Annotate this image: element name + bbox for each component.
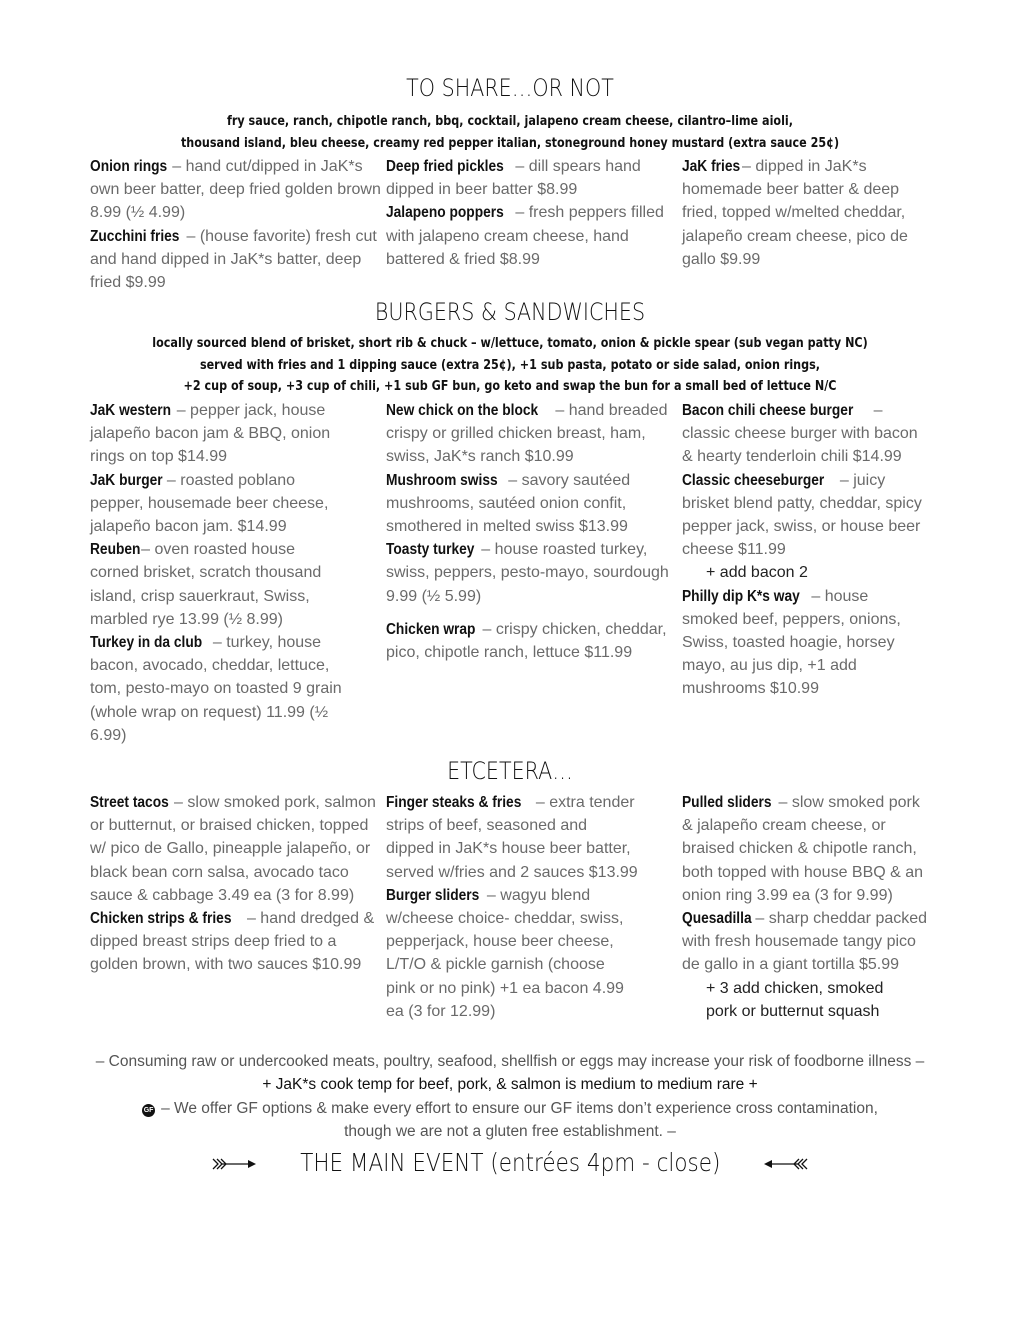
gf-notice-line: – We offer GF options & make every effort to ensure our GF items don’t experience cross contamination, <box>161 1099 878 1117</box>
item-name: Quesadilla <box>682 910 752 928</box>
item-name: Philly dip K*s way <box>682 587 800 605</box>
menu-item <box>90 631 342 747</box>
arrow-right-icon <box>212 1157 258 1171</box>
menu-item <box>682 399 922 469</box>
sauce-line: fry sauce, ranch, chipotle ranch, bbq, cocktail, jalapeno cream cheese, cilantro–lime aioli, <box>226 114 794 129</box>
note-line: +2 cup of soup, +3 cup of chili, +1 sub GF bun, go keto and swap the bun for a small bed of lettuce N/C <box>183 379 837 394</box>
item-name: Toasty turkey <box>386 541 475 559</box>
menu-item <box>682 907 932 1023</box>
menu-item <box>682 155 922 271</box>
sauce-line: thousand island, bleu cheese, creamy red pepper italian, stoneground honey mustard (extra sauce 25¢) <box>180 135 840 151</box>
item-desc: – classic cheese burger with bacon & hearty tenderloin chili $14.99 <box>682 402 918 466</box>
menu-item <box>90 225 386 295</box>
menu-item <box>90 791 382 907</box>
item-name: JaK burger <box>90 471 163 489</box>
item-name: Jalapeno poppers <box>386 204 504 222</box>
menu-item <box>682 469 922 585</box>
item-desc: – wagyu blend w/cheese choice- cheddar, swiss, pepperjack, house beer cheese, L/T/O & pickle garnish (choose pink or no pink) +1 ea bacon 4.99 ea (3 for 12.99) <box>386 886 624 1020</box>
menu-item <box>90 399 342 469</box>
item-desc: – hand dredged & dipped breast strips deep fried to a golden brown, with two sauces $10.99 <box>90 910 375 974</box>
gf-notice <box>0 1097 1020 1120</box>
item-desc: – pepper jack, house jalapeño bacon jam & BBQ, onion rings on top $14.99 <box>90 402 331 466</box>
main-event-heading <box>0 1148 1020 1177</box>
etcetera-col-2 <box>386 791 638 1023</box>
etcetera-col-1 <box>90 791 382 977</box>
item-desc: – hand breaded crispy or grilled chicken breast, ham, swiss, JaK*s ranch $10.99 <box>386 402 668 466</box>
item-name: Deep fried pickles <box>386 158 504 175</box>
item-desc: – turkey, house bacon, avocado, cheddar, lettuce, tom, pesto-mayo on toasted 9 grain (whole wrap on request) 11.99 (½ 6.99) <box>90 634 342 744</box>
item-desc: – fresh peppers filled with jalapeno cream cheese, hand battered & fried $8.99 <box>386 204 664 268</box>
item-name: Pulled sliders <box>682 794 772 811</box>
item-desc: – house roasted turkey, swiss, peppers, pesto-mayo, sourdough 9.99 (½ 5.99) <box>386 541 669 605</box>
item-desc: – hand cut/dipped in JaK*s own beer batter, deep fried golden brown 8.99 (½ 4.99) <box>90 158 381 222</box>
item-desc: – roasted poblano pepper, housemade beer cheese, jalapeño bacon jam. $14.99 <box>90 471 329 536</box>
menu-item <box>90 907 382 977</box>
item-addon: + add bacon 2 <box>706 564 808 582</box>
gf-notice-line-2: though we are not a gluten free establishment. – <box>344 1122 676 1140</box>
health-warning: – Consuming raw or undercooked meats, poultry, seafood, shellfish or eggs may increase your risk of foodborne illness – <box>95 1053 925 1070</box>
menu-item <box>386 538 670 608</box>
item-desc: – juicy brisket blend patty, cheddar, spicy pepper jack, swiss, or house beer cheese $11.99 <box>682 471 922 559</box>
share-title: TO SHARE…OR NOT <box>406 74 614 102</box>
item-name: New chick on the block <box>386 402 539 419</box>
item-name: Chicken strips & fries <box>90 910 232 928</box>
burgers-title: BURGERS & SANDWICHES <box>374 298 646 326</box>
menu-item <box>386 399 670 469</box>
note-line: served with fries and 1 dipping sauce (extra 25¢), +1 sub pasta, potato or side salad, onion rings, <box>199 357 821 373</box>
etcetera-col-3 <box>682 791 932 1023</box>
item-desc: – oven roasted house corned brisket, scratch thousand island, crisp sauerkraut, Swiss, marbled rye 13.99 (½ 8.99) <box>90 541 322 628</box>
menu-item <box>682 791 932 907</box>
item-desc: – extra tender strips of beef, seasoned and dipped in JaK*s house beer batter, served w/fries and 2 sauces $13.99 <box>386 794 638 881</box>
main-event-title: THE MAIN EVENT (entrées 4pm - close) <box>299 1148 721 1177</box>
menu-item <box>386 201 682 271</box>
item-desc: – dill spears hand dipped in beer batter $8.99 <box>386 158 641 199</box>
etcetera-title: ETCETERA… <box>447 757 573 785</box>
menu-item <box>386 469 670 539</box>
item-desc: – house smoked beef, peppers, onions, Swiss, toasted hoagie, horsey mayo, au jus dip, +1 add mushrooms $10.99 <box>682 587 901 698</box>
share-sauces <box>71 111 948 154</box>
item-name: Burger sliders <box>386 886 480 904</box>
item-name: Finger steaks & fries <box>386 794 522 811</box>
menu-item <box>682 585 922 701</box>
arrow-left-icon <box>762 1157 808 1171</box>
item-name: Reuben <box>90 541 141 559</box>
item-name: Onion rings <box>90 158 168 175</box>
item-desc: – dipped in JaK*s homemade beer batter & deep fried, topped w/melted cheddar, jalapeño cream cheese, pico de gallo $9.99 <box>682 158 908 268</box>
item-name: Turkey in da club <box>90 634 203 652</box>
share-col-3 <box>682 155 922 271</box>
item-desc: – sharp cheddar packed with fresh housemade tangy pico de gallo in a giant tortilla $5.99 <box>682 910 928 974</box>
menu-item <box>90 469 342 539</box>
share-col-1 <box>90 155 386 294</box>
item-name: Bacon chili cheese burger <box>682 402 854 419</box>
item-desc: – savory sautéed mushrooms, sautéed onion confit, smothered in melted swiss $13.99 <box>386 471 631 536</box>
burgers-col-1 <box>90 399 342 747</box>
burgers-col-2 <box>386 399 670 664</box>
menu-item <box>386 884 638 1023</box>
item-name: Classic cheeseburger <box>682 471 825 489</box>
item-desc: – crispy chicken, cheddar, pico, chipotle ranch, lettuce $11.99 <box>386 620 667 662</box>
menu-item <box>90 155 386 225</box>
item-name: JaK fries <box>682 158 741 175</box>
item-name: JaK western <box>90 402 172 419</box>
menu-item <box>386 618 670 664</box>
item-addon: + 3 add chicken, smoked pork or butternut squash <box>706 979 884 1020</box>
item-name: Street tacos <box>90 794 169 811</box>
item-desc: – (house favorite) fresh cut and hand dipped in JaK*s batter, deep fried $9.99 <box>90 227 377 292</box>
share-col-2 <box>386 155 682 271</box>
menu-item <box>90 538 342 631</box>
cook-temp-note: + JaK*s cook temp for beef, pork, & salmon is medium to medium rare + <box>262 1076 758 1094</box>
item-name: Chicken wrap <box>386 620 476 638</box>
burgers-notes <box>71 333 948 398</box>
footer <box>0 1050 1020 1143</box>
note-line: locally sourced blend of brisket, short rib & chuck – w/lettuce, tomato, onion & pickle spear (sub vegan patty NC) <box>152 336 868 351</box>
item-name: Zucchini fries <box>90 227 180 245</box>
burgers-col-3 <box>682 399 922 701</box>
item-name: Mushroom swiss <box>386 471 498 489</box>
menu-item <box>386 155 682 201</box>
menu-item <box>386 791 638 884</box>
gluten-free-icon: GF <box>142 1104 155 1117</box>
item-desc: – slow smoked pork, salmon or butternut, or braised chicken, topped w/ pico de Gallo, pineapple jalapeño, or black bean corn salsa, avocado taco sauce & cabbage 3.49 ea (3 for 8.99) <box>90 794 376 904</box>
item-desc: – slow smoked pork & jalapeño cream cheese, or braised chicken & chipotle ranch, both topped with house BBQ & an onion ring 3.99 ea (3 for 9.99) <box>682 794 924 904</box>
